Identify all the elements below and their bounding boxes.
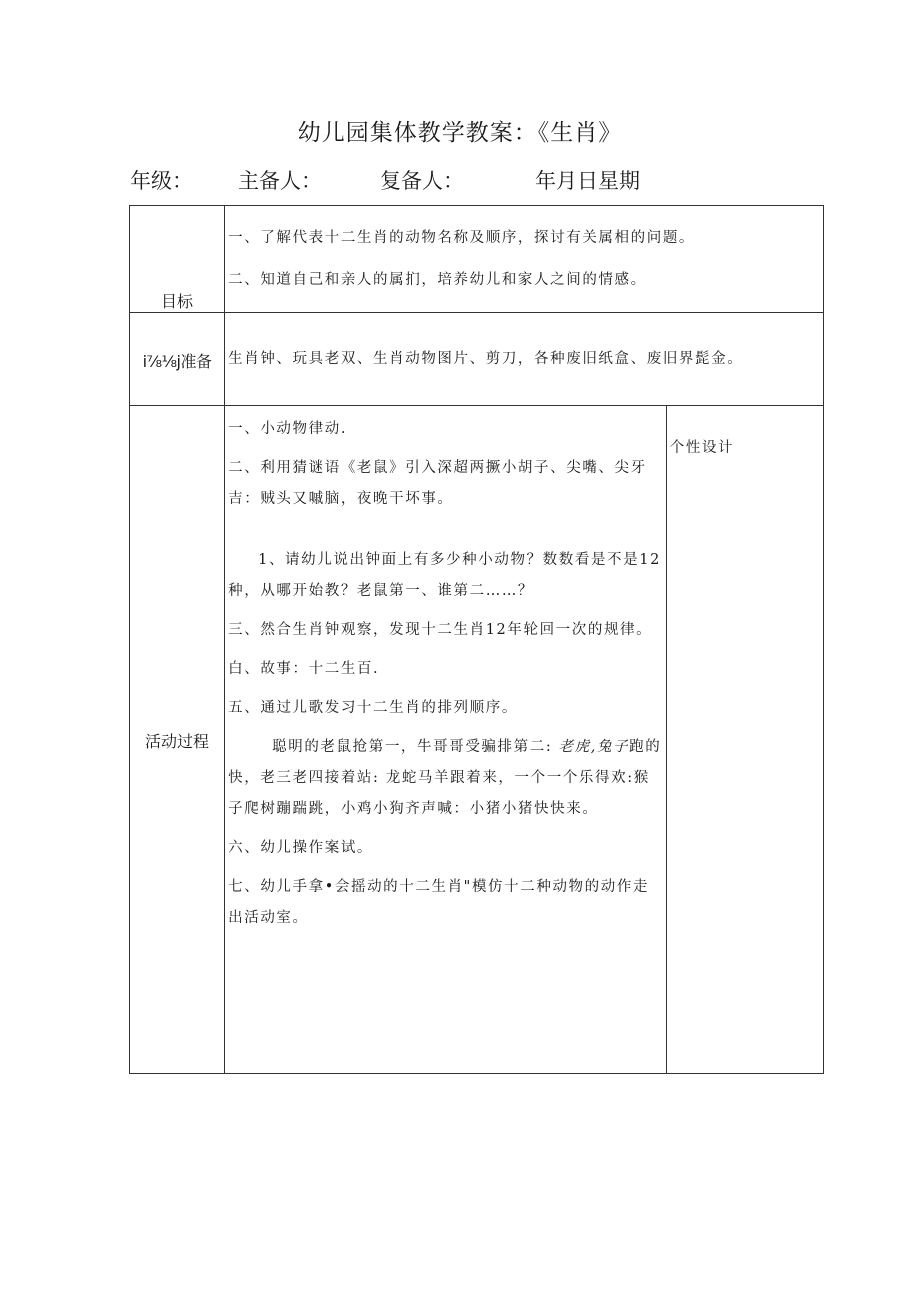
process-step-6: 六、幼儿操作案试。 [228, 840, 374, 857]
process-step-4: 白、故事：十二生百. [228, 661, 380, 678]
prep-label: i⅞⅛j准备 [142, 352, 212, 372]
personal-design-label: 个性设计 [669, 440, 735, 457]
prep-row [130, 313, 824, 406]
rhyme-part-1: 聪明的老鼠抢第一，牛哥哥受骗排第二: [272, 739, 553, 756]
process-row [130, 406, 824, 1074]
process-step-3: 三、然合生肖钟观察，发现十二生肖12年轮回一次的规律。 [228, 622, 653, 639]
process-step-1: 一、小动物律动. [228, 421, 348, 438]
header-meta-row [0, 165, 920, 199]
goal-content-cell [225, 206, 824, 313]
process-step-2-sub-1: 1、请幼儿说出钟面上有多少种小动物？数数看是不是12种，从哪开始教？老鼠第一、谁第二……？ [228, 552, 661, 600]
process-step-7: 七、幼儿手拿•会摇动的十二生肖"模仿十二种动物的动作走出活动室。 [228, 879, 650, 927]
lesson-plan-table [129, 205, 824, 1074]
date-label: 年月日星期 [535, 169, 640, 193]
process-label-cell [130, 406, 225, 1074]
goal-line-2: 二、知道自己和亲人的属扪，培养幼儿和家人之间的情感。 [228, 272, 647, 288]
grade-label: 年级： [130, 169, 193, 193]
goal-line-1: 一、了解代表十二生肖的动物名称及顺序，探讨有关属相的问题。 [228, 230, 696, 246]
nursery-rhyme [228, 732, 663, 825]
rhyme-part-3: 跑的快，老三老四接着站: 龙蛇马羊跟着来，一个一个乐得欢:猴子爬树蹦踹跳，小鸡小狗齐声喊：小猪小猪快快来。 [228, 739, 662, 818]
co-preparer-label: 复备人： [380, 169, 464, 193]
process-label: 活动过程 [145, 732, 210, 752]
prep-content-cell [225, 313, 824, 406]
process-content-cell [225, 406, 667, 1074]
prep-label-cell [130, 313, 225, 406]
page-title: 幼儿园集体教学教案：《生肖》 [297, 120, 623, 146]
goal-row [130, 206, 824, 313]
process-step-2: 二、利用猜谜语《老鼠》引入深超两撅小胡子、尖嘴、尖牙吉：贼头又嘁脑，夜晚干坏事。 [228, 460, 647, 508]
process-step-5: 五、通过儿歌发习十二生肖的排列顺序。 [228, 700, 518, 717]
goal-label-cell [130, 206, 225, 313]
lead-preparer-label: 主备人： [238, 169, 322, 193]
personal-design-cell [666, 406, 823, 1074]
prep-text: 生肖钟、玩具老双、生肖动物图片、剪刀，各种废旧纸盒、废旧界髭金。 [228, 351, 744, 368]
rhyme-part-2: 老虎,兔子 [558, 739, 630, 756]
goal-label: 目标 [161, 292, 194, 311]
